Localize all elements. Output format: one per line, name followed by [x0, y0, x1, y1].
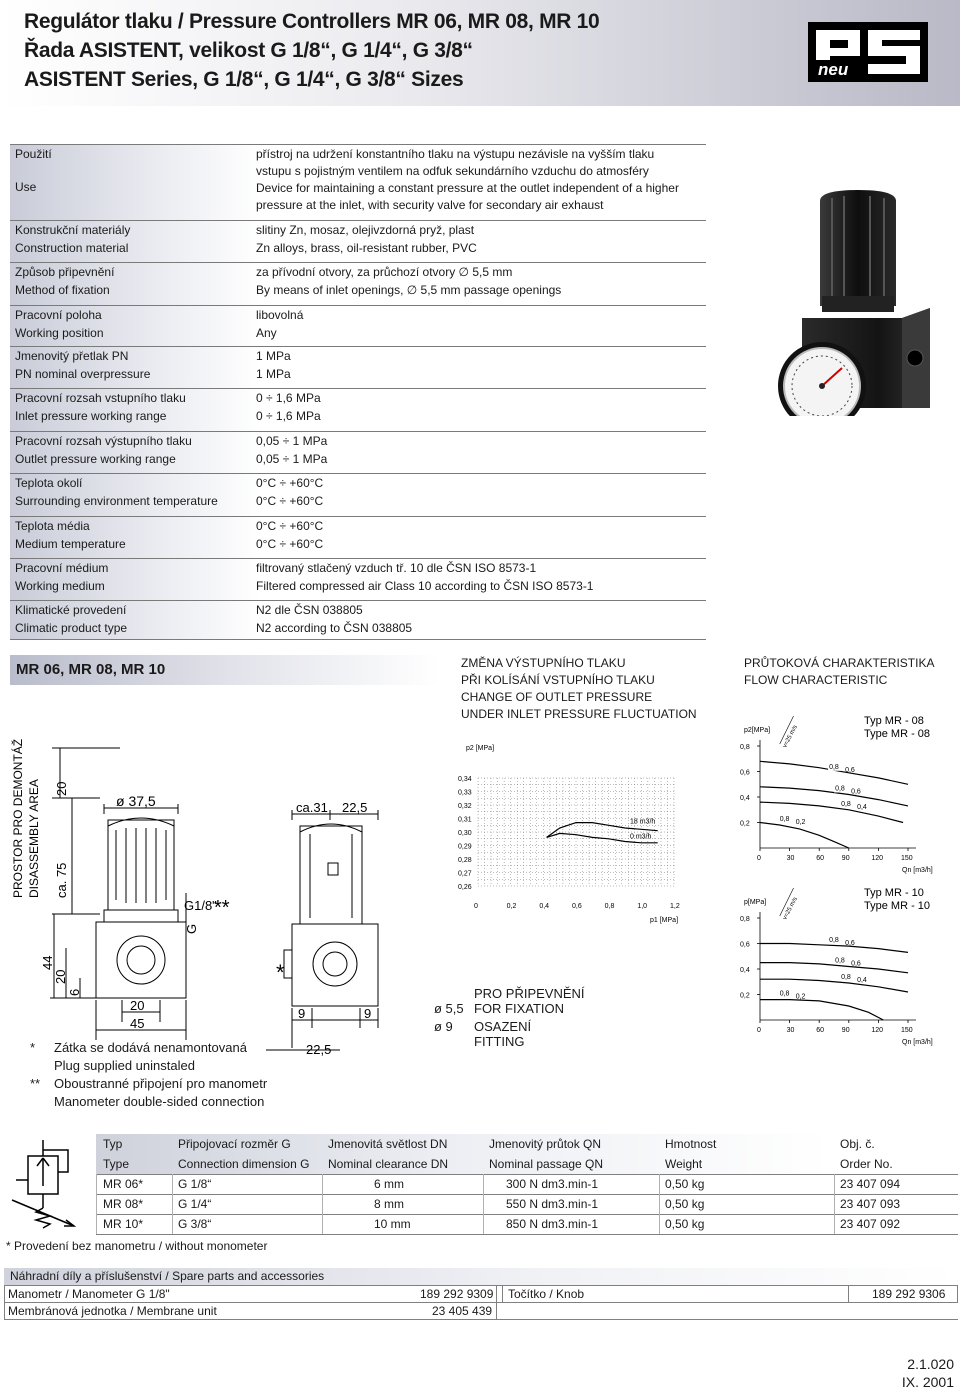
spec-label-en: Outlet pressure working range	[15, 452, 176, 466]
spec-value: přístroj na udržení konstantního tlaku na výstupu nezávisle na vyšším tlaku	[256, 147, 655, 161]
order-header-en: Weight	[665, 1157, 703, 1171]
order-cell-dn: 6 mm	[374, 1177, 404, 1191]
order-row-divider	[96, 1174, 958, 1175]
dim-g18: G1/8"	[184, 898, 217, 913]
series-label-outlet: 0,4	[857, 977, 867, 985]
x-tick-label: 0	[757, 855, 761, 862]
series-line	[760, 944, 908, 953]
y-tick-label: 0,26	[458, 884, 472, 891]
spec-value: libovolná	[256, 308, 304, 322]
spec-label-cz: Použití	[15, 147, 52, 161]
note2-mark: **	[30, 1076, 41, 1091]
series-label-inlet: 0,8	[841, 800, 851, 808]
y-tick-label: 0,4	[740, 967, 750, 974]
dimensions-section-title: MR 06, MR 08, MR 10	[16, 661, 166, 678]
y-tick-label: 0,27	[458, 870, 472, 878]
chart1-title-line3: CHANGE OF OUTLET PRESSURE	[461, 690, 653, 704]
order-cell-g: G 1/4“	[178, 1197, 212, 1211]
x-tick-label: 150	[901, 855, 913, 862]
chart2-title-line1: PRŮTOKOVÁ CHARAKTERISTIKA	[744, 656, 935, 670]
spec-label-en: Inlet pressure working range	[15, 409, 167, 423]
velocity-label: v=25 m/s	[782, 724, 799, 749]
y-tick-label: 0,33	[458, 789, 472, 797]
spec-value: filtrovaný stlačený vzduch tř. 10 dle ČSN ISO 8573-1	[256, 561, 537, 575]
series-label-outlet: 0,6	[851, 788, 861, 796]
y-tick-label: 0,34	[458, 776, 472, 783]
spec-value: Filtered compressed air Class 10 according to ČSN ISO 8573-1	[256, 579, 594, 593]
spec-value: slitiny Zn, mosaz, olejivzdorná pryž, plast	[256, 223, 475, 237]
order-cell-g: G 3/8“	[178, 1217, 212, 1231]
y-tick-label: 0,6	[740, 941, 750, 949]
series-label-outlet: 0,4	[857, 803, 867, 811]
note2-cz: Oboustranné připojení pro manometr	[54, 1076, 268, 1091]
spec-label-en: Surrounding environment temperature	[15, 494, 218, 508]
order-cell-type: MR 06*	[103, 1177, 144, 1191]
y-tick-label: 0,4	[740, 795, 750, 802]
series-line	[760, 1000, 883, 1020]
spare-col-divider	[496, 1285, 497, 1319]
series-label-inlet: 0,8	[829, 937, 839, 945]
series-label-inlet: 0,8	[841, 974, 851, 982]
velocity-label: v=25 m/s	[782, 896, 799, 921]
series-line	[760, 823, 849, 849]
x-tick-label: 1,0	[637, 903, 648, 910]
spare-col-divider	[957, 1285, 958, 1302]
dim-9-right: 9	[364, 1006, 372, 1021]
page-subtitle-cz: Řada ASISTENT, velikost G 1/8“, G 1/4“, G 3/8“	[24, 39, 473, 62]
y-tick-label: 0,2	[740, 820, 750, 828]
y-tick-label: 0,2	[740, 992, 750, 1000]
x-tick-label: 60	[816, 855, 824, 862]
spec-label-cz: Teplota okolí	[15, 476, 83, 490]
spec-label-en: Climatic product type	[15, 621, 128, 635]
spec-label-cz: Způsob připevnění	[15, 265, 115, 279]
order-col-divider	[834, 1174, 835, 1234]
x-axis-label: p1 [MPa]	[650, 917, 679, 924]
spec-row	[10, 346, 706, 389]
x-tick-label: 120	[871, 855, 884, 862]
order-cell-qn: 300 N dm3.min-1	[506, 1177, 599, 1191]
spare-col-divider	[848, 1285, 849, 1302]
order-cell-qn: 550 N dm3.min-1	[506, 1197, 599, 1211]
logo-text: neu	[818, 60, 849, 79]
note1-mark: *	[30, 1040, 36, 1055]
spec-value: 1 MPa	[256, 349, 291, 363]
x-tick-label: 0,2	[506, 903, 517, 910]
series-label-inlet: 0,8	[829, 763, 839, 771]
spec-label-en: Working position	[15, 326, 104, 340]
spec-value: 0°C ÷ +60°C	[256, 537, 324, 551]
spec-value: Zn alloys, brass, oil-resistant rubber, PVC	[256, 241, 477, 255]
fixation-d1: ø 5,5	[434, 1001, 464, 1016]
legend-line-2: Type MR - 08	[864, 728, 931, 740]
spec-label-cz: Konstrukční materiály	[15, 223, 131, 237]
spec-value: 0 ÷ 1,6 MPa	[256, 391, 321, 405]
series-label-outlet: 0,6	[845, 940, 855, 948]
spare-name: Manometr / Manometer G 1/8"	[8, 1287, 170, 1301]
series-label: 0 m3/h	[630, 833, 652, 841]
page-title: Regulátor tlaku / Pressure Controllers MR 06, MR 08, MR 10	[24, 10, 600, 33]
x-tick-label: 150	[901, 1027, 913, 1034]
disassembly-label-cz: PROSTOR PRO DEMONTÁŽ	[11, 738, 25, 898]
dim-44: 44	[40, 955, 55, 970]
outlet-pressure-chart	[448, 736, 698, 932]
double-star-mark: **	[214, 897, 230, 919]
legend-line-1: Typ MR - 10	[864, 887, 924, 899]
y-tick-label: 0,32	[458, 803, 472, 810]
spare-row-divider	[4, 1285, 958, 1286]
order-header-en: Nominal clearance DN	[328, 1157, 449, 1171]
dim-diameter-37-5: ø 37,5	[116, 793, 156, 809]
spare-number: 23 405 439	[432, 1304, 493, 1318]
chart1-title-line2: PŘI KOLÍSÁNÍ VSTUPNÍHO TLAKU	[461, 673, 655, 687]
y-tick-label: 0,8	[740, 916, 750, 923]
y-tick-label: 0,30	[458, 830, 472, 837]
legend-line-1: Typ MR - 08	[864, 715, 924, 727]
doc-code: 2.1.020	[907, 1356, 954, 1372]
order-row-divider	[96, 1234, 958, 1235]
dimension-drawing	[0, 728, 445, 1058]
dim-ca31: ca.31	[296, 800, 328, 815]
fixation-d2: ø 9	[434, 1019, 453, 1034]
order-header-en: Connection dimension G	[178, 1157, 310, 1171]
order-header-cz: Obj. č.	[840, 1137, 875, 1151]
spare-col-divider	[4, 1285, 5, 1319]
spare-number: 189 292 9309	[420, 1287, 494, 1301]
order-header-cz: Jmenovitý průtok QN	[489, 1137, 602, 1151]
y-tick-label: 0,29	[458, 843, 472, 851]
dim-45: 45	[130, 1016, 145, 1031]
dim-22-5-bottom: 22,5	[306, 1042, 332, 1057]
spec-value: By means of inlet openings, ∅ 5,5 mm passage openings	[256, 283, 562, 297]
x-tick-label: 0,6	[572, 903, 582, 910]
spec-row	[10, 144, 706, 221]
spec-label-cz: Pracovní rozsah vstupního tlaku	[15, 391, 186, 405]
series-line	[760, 963, 908, 973]
spec-label-en: Medium temperature	[15, 537, 126, 551]
order-cell-no: 23 407 094	[840, 1177, 901, 1191]
dim-g: G	[184, 923, 199, 934]
spec-label-cz: Klimatické provedení	[15, 603, 127, 617]
order-row-divider	[96, 1214, 958, 1215]
spec-row	[10, 305, 706, 347]
spec-label-en: Method of fixation	[15, 283, 110, 297]
y-tick-label: 0,6	[740, 769, 750, 777]
dim-20-side: 20	[53, 969, 68, 984]
spec-row	[10, 600, 706, 640]
x-axis-label: Qn [m3/h]	[902, 867, 933, 874]
y-axis-label: p[MPa]	[744, 899, 767, 906]
spec-value: 0°C ÷ +60°C	[256, 519, 324, 533]
spec-value: 0,05 ÷ 1 MPa	[256, 434, 328, 448]
spare-number-2: 189 292 9306	[872, 1287, 946, 1301]
spec-row	[10, 220, 706, 263]
spec-label-en: Working medium	[15, 579, 105, 593]
note1-cz: Zátka se dodává nenamontovaná	[54, 1040, 247, 1055]
spec-label-cz: Jmenovitý přetlak PN	[15, 349, 129, 363]
order-cell-type: MR 08*	[103, 1197, 144, 1211]
order-header-cz: Jmenovitá světlost DN	[328, 1137, 448, 1151]
spec-label-cz: Pracovní rozsah výstupního tlaku	[15, 434, 192, 448]
order-header-cz: Připojovací rozměr G	[178, 1137, 291, 1151]
spare-parts-header	[4, 1268, 958, 1285]
x-tick-label: 30	[786, 1027, 795, 1034]
order-cell-no: 23 407 092	[840, 1217, 901, 1231]
series-label-outlet: 0,6	[851, 960, 861, 968]
dim-20-top: 20	[54, 781, 69, 796]
series-label-inlet: 0,8	[835, 957, 845, 965]
order-col-divider	[483, 1174, 484, 1234]
spec-row	[10, 473, 706, 517]
spec-label-en: Use	[15, 180, 37, 194]
x-tick-label: 0,8	[604, 903, 615, 910]
dim-20-bottom: 20	[130, 998, 145, 1013]
spec-value: Any	[256, 326, 277, 340]
spec-value: za přívodní otvory, za průchozí otvory ∅ 5,5 mm	[256, 265, 513, 279]
dim-6: 6	[67, 988, 82, 996]
order-header-cz: Typ	[103, 1137, 123, 1151]
spec-row	[10, 558, 706, 601]
order-cell-dn: 8 mm	[374, 1197, 404, 1211]
spec-value: Device for maintaining a constant pressure at the outlet independent of a higher	[256, 181, 679, 195]
spec-label-cz: Pracovní médium	[15, 561, 109, 575]
order-cell-w: 0,50 kg	[665, 1197, 705, 1211]
series-label-inlet: 0,8	[779, 990, 790, 998]
order-row-divider	[96, 1194, 958, 1195]
series-label-outlet: 0,2	[795, 819, 806, 827]
single-star-mark: *	[276, 960, 285, 985]
fixation-l1: PRO PŘIPEVNĚNÍ	[474, 986, 585, 1001]
fixation-l4: FITTING	[474, 1034, 525, 1049]
spec-label-cz: Teplota média	[15, 519, 90, 533]
spec-value: pressure at the inlet, with security valve for secondary air exhaust	[256, 198, 604, 212]
x-tick-label: 120	[871, 1027, 884, 1034]
order-cell-type: MR 10*	[103, 1217, 144, 1231]
dimensions-section-bar	[10, 655, 440, 685]
x-tick-label: 90	[841, 1027, 850, 1034]
y-tick-label: 0,28	[458, 857, 472, 864]
order-cell-w: 0,50 kg	[665, 1217, 705, 1231]
order-header-cz: Hmotnost	[665, 1137, 717, 1151]
spare-name-2: Točítko / Knob	[508, 1287, 585, 1301]
fixation-l2: FOR FIXATION	[474, 1001, 565, 1016]
order-col-divider	[322, 1174, 323, 1234]
chart2-title-line2: FLOW CHARACTERISTIC	[744, 673, 888, 687]
spec-row	[10, 262, 706, 306]
doc-date: IX. 2001	[901, 1374, 954, 1390]
note2-en: Manometer double-sided connection	[54, 1094, 265, 1109]
order-header-en: Order No.	[840, 1157, 893, 1171]
x-tick-label: 60	[816, 1027, 824, 1034]
spec-label-en: PN nominal overpressure	[15, 367, 151, 381]
order-cell-w: 0,50 kg	[665, 1177, 705, 1191]
chart1-title-line1: ZMĚNA VÝSTUPNÍHO TLAKU	[461, 656, 626, 670]
spec-value: N2 dle ČSN 038805	[256, 603, 363, 617]
x-tick-label: 30	[786, 855, 795, 862]
order-col-divider	[659, 1174, 660, 1234]
order-header-en: Nominal passage QN	[489, 1157, 604, 1171]
spare-row-divider	[4, 1302, 958, 1303]
fixation-l3: OSAZENÍ	[474, 1019, 532, 1034]
series-label-outlet: 0,6	[845, 766, 855, 774]
x-tick-label: 0	[474, 903, 478, 910]
series-label-outlet: 0,2	[795, 993, 806, 1001]
x-axis-label: Qn [m3/h]	[902, 1039, 933, 1046]
pneu-logo	[808, 22, 928, 82]
y-tick-label: 0,8	[740, 744, 750, 751]
chart1-title-line4: UNDER INLET PRESSURE FLUCTUATION	[461, 707, 697, 721]
order-cell-no: 23 407 093	[840, 1197, 901, 1211]
dim-ca75: ca. 75	[54, 862, 69, 898]
order-table-footnote: * Provedení bez manometru / without monometer	[6, 1239, 268, 1253]
flow-chart-mr08	[730, 708, 958, 878]
x-tick-label: 0,4	[539, 903, 550, 910]
y-axis-label: p2 [MPa]	[466, 745, 495, 752]
dim-22-5-top: 22,5	[342, 800, 368, 815]
note1-en: Plug supplied uninstaled	[54, 1058, 195, 1073]
page-subtitle-en: ASISTENT Series, G 1/8“, G 1/4“, G 3/8“ Sizes	[24, 68, 464, 91]
order-col-divider	[96, 1174, 97, 1234]
spare-parts-title: Náhradní díly a příslušenství / Spare parts and accessories	[10, 1269, 325, 1283]
order-col-divider	[172, 1174, 173, 1234]
spare-row-divider	[4, 1319, 958, 1320]
spec-value: 0,05 ÷ 1 MPa	[256, 452, 328, 466]
order-cell-g: G 1/8“	[178, 1177, 212, 1191]
order-header-en: Type	[103, 1157, 130, 1171]
spare-col-divider	[502, 1285, 503, 1302]
order-cell-qn: 850 N dm3.min-1	[506, 1217, 599, 1231]
flow-chart-mr10	[730, 880, 958, 1050]
y-axis-label: p2[MPa]	[744, 727, 771, 734]
spec-value: 0°C ÷ +60°C	[256, 476, 324, 490]
spec-row	[10, 431, 706, 474]
dim-9-left: 9	[298, 1006, 306, 1021]
spec-row	[10, 388, 706, 432]
spec-value: 1 MPa	[256, 367, 291, 381]
order-cell-dn: 10 mm	[374, 1217, 411, 1231]
spec-label-en: Construction material	[15, 241, 129, 255]
spec-value: vstupu s pojistným ventilem na odfuk sekundárního vzduchu do atmosféry	[256, 164, 649, 178]
spec-row	[10, 516, 706, 559]
x-tick-label: 1,2	[670, 903, 680, 910]
spare-name: Membránová jednotka / Membrane unit	[8, 1304, 217, 1318]
spec-label-cz: Pracovní poloha	[15, 308, 102, 322]
legend-line-2: Type MR - 10	[864, 900, 931, 912]
series-label-inlet: 0,8	[835, 785, 845, 793]
spec-value: N2 according to ČSN 038805	[256, 621, 413, 635]
x-tick-label: 0	[757, 1027, 761, 1034]
regulator-symbol	[8, 1140, 88, 1232]
product-photo	[760, 146, 955, 416]
y-tick-label: 0,31	[458, 816, 472, 824]
series-label-inlet: 0,8	[779, 816, 790, 824]
x-tick-label: 90	[841, 855, 850, 862]
series-label: 18 m3/h	[630, 818, 656, 826]
spec-value: 0°C ÷ +60°C	[256, 494, 324, 508]
disassembly-label-en: DISASSEMBLY AREA	[27, 779, 41, 898]
spec-value: 0 ÷ 1,6 MPa	[256, 409, 321, 423]
